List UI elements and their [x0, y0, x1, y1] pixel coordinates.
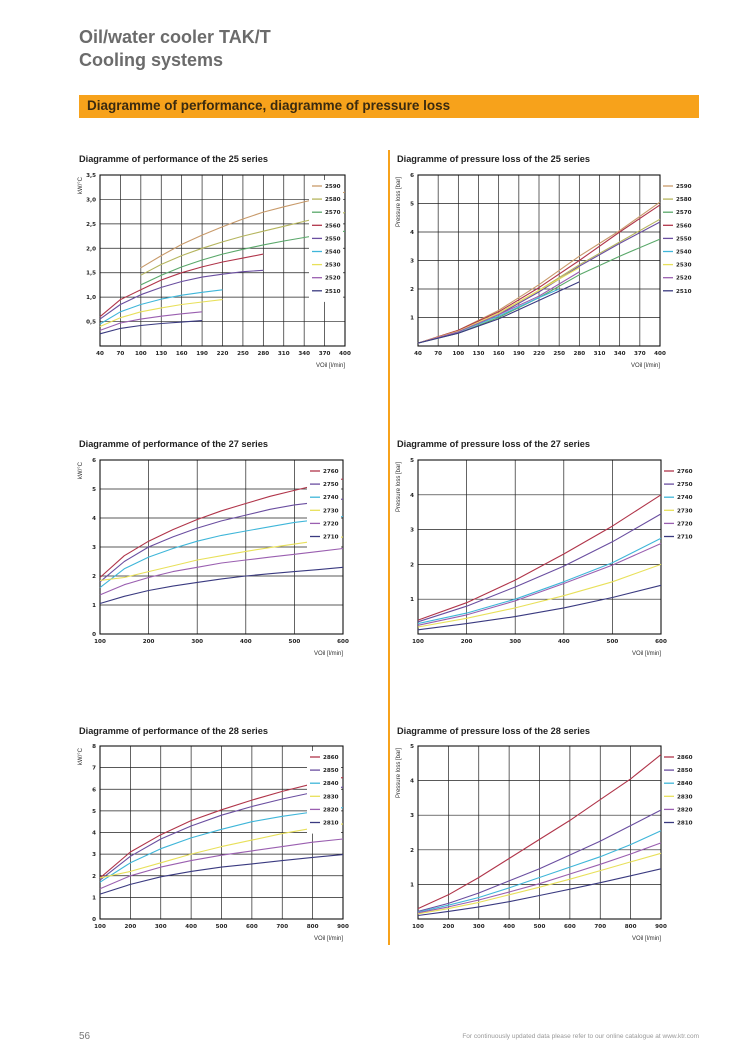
legend-label-2580: 2580: [676, 197, 692, 204]
x-tick-label: 370: [318, 351, 331, 357]
x-tick-label: 40: [414, 351, 422, 357]
legend-label-2540: 2540: [325, 249, 341, 256]
legend-label-2520: 2520: [676, 275, 692, 282]
y-tick-label: 3: [410, 813, 414, 820]
x-tick-label: 280: [257, 351, 270, 357]
y-tick-label: 1,0: [86, 295, 96, 302]
legend-label-2730: 2730: [323, 508, 339, 515]
x-tick-label: 300: [191, 639, 204, 645]
y-tick-label: 2,5: [86, 221, 96, 228]
legend-label-2860: 2860: [677, 755, 693, 761]
y-tick-label: 4: [92, 516, 96, 522]
x-tick-label: 100: [452, 351, 465, 357]
x-tick-label: 500: [533, 924, 546, 930]
x-tick-label: 310: [277, 351, 290, 357]
legend-label-2730: 2730: [677, 508, 693, 515]
x-tick-label: 600: [337, 639, 349, 645]
x-tick-label: 400: [503, 924, 515, 930]
x-tick-label: 130: [472, 351, 485, 357]
x-tick-label: 100: [94, 924, 106, 930]
y-tick-label: 5: [92, 808, 96, 815]
x-tick-label: 300: [472, 924, 485, 930]
x-tick-label: 600: [655, 639, 667, 645]
y-axis-label: kW/°C: [78, 462, 84, 480]
x-tick-label: 600: [246, 924, 258, 930]
legend-label-2740: 2740: [323, 495, 339, 502]
y-tick-label: 1: [92, 603, 96, 609]
legend-label-2550: 2550: [676, 236, 692, 243]
x-tick-label: 160: [175, 351, 188, 357]
chart-title-press25: Diagramme of pressure loss of the 25 series: [397, 154, 591, 164]
x-tick-label: 190: [512, 351, 525, 357]
y-tick-label: 5: [410, 458, 414, 464]
x-tick-label: 300: [509, 639, 522, 645]
legend-label-2810: 2810: [677, 820, 693, 827]
x-tick-label: 220: [216, 351, 229, 357]
legend-label-2540: 2540: [676, 249, 692, 256]
chart-title-press27: Diagramme of pressure loss of the 27 series: [397, 439, 591, 449]
legend-label-2550: 2550: [325, 236, 341, 243]
legend-label-2520: 2520: [325, 275, 341, 282]
legend-label-2830: 2830: [677, 794, 693, 801]
x-tick-label: 250: [553, 351, 566, 357]
x-axis-label: VOil [l/min]: [630, 363, 660, 369]
y-tick-label: 6: [410, 173, 414, 179]
x-tick-label: 190: [196, 351, 208, 357]
legend-label-2740: 2740: [677, 495, 693, 502]
x-axis-label: VOil [l/min]: [631, 651, 661, 657]
x-tick-label: 900: [655, 924, 667, 930]
x-tick-label: 310: [593, 351, 606, 357]
x-tick-label: 400: [185, 924, 197, 930]
y-tick-label: 3: [410, 527, 414, 534]
y-tick-label: 4: [410, 492, 414, 499]
y-axis-label: Pressure loss [bar]: [396, 177, 402, 228]
legend-label-2820: 2820: [677, 807, 693, 814]
legend-label-2580: 2580: [325, 197, 341, 204]
y-tick-label: 2: [410, 562, 414, 569]
x-tick-label: 40: [96, 351, 104, 357]
x-tick-label: 100: [94, 639, 106, 645]
x-axis-label: VOil [l/min]: [313, 651, 343, 657]
y-tick-label: 3,0: [86, 197, 96, 204]
y-tick-label: 2,0: [86, 246, 96, 253]
legend-label-2510: 2510: [325, 288, 341, 295]
x-axis-label: VOil [l/min]: [631, 936, 661, 942]
y-tick-label: 6: [92, 458, 96, 464]
y-tick-label: 1: [410, 597, 414, 604]
y-tick-label: 3: [410, 258, 414, 265]
y-tick-label: 5: [92, 487, 96, 493]
chart-title-perf25: Diagramme of performance of the 25 series: [79, 154, 268, 164]
y-tick-label: 0: [92, 632, 96, 638]
x-tick-label: 100: [412, 924, 424, 930]
legend-label-2710: 2710: [677, 534, 693, 541]
legend-label-2570: 2570: [325, 210, 341, 217]
y-tick-label: 5: [410, 744, 414, 750]
legend-label-2530: 2530: [676, 262, 692, 269]
legend-label-2850: 2850: [677, 768, 693, 775]
y-axis-label: kW/°C: [78, 177, 84, 195]
x-tick-label: 500: [288, 639, 301, 645]
legend-label-2840: 2840: [677, 781, 693, 788]
x-tick-label: 300: [154, 924, 167, 930]
y-tick-label: 7: [92, 765, 96, 772]
x-tick-label: 900: [337, 924, 349, 930]
y-axis-label: Pressure loss [bar]: [396, 462, 402, 513]
x-tick-label: 200: [460, 639, 473, 645]
x-tick-label: 280: [573, 351, 586, 357]
legend-label-2750: 2750: [323, 482, 339, 489]
y-tick-label: 2: [92, 574, 96, 580]
x-tick-label: 800: [306, 924, 319, 930]
y-tick-label: 3,5: [86, 173, 96, 179]
x-tick-label: 600: [564, 924, 576, 930]
legend-label-2570: 2570: [676, 210, 692, 217]
legend-label-2820: 2820: [323, 807, 339, 814]
legend-label-2830: 2830: [323, 794, 339, 801]
x-tick-label: 340: [298, 351, 311, 357]
x-tick-label: 160: [492, 351, 505, 357]
legend-label-2720: 2720: [323, 521, 339, 528]
x-tick-label: 800: [624, 924, 637, 930]
chart-title-perf28: Diagramme of performance of the 28 series: [79, 726, 268, 736]
legend-label-2750: 2750: [677, 482, 693, 489]
legend-label-2590: 2590: [676, 184, 692, 190]
legend-label-2760: 2760: [677, 469, 693, 475]
legend-label-2510: 2510: [676, 288, 692, 295]
x-tick-label: 700: [594, 924, 607, 930]
x-axis-label: VOil [l/min]: [313, 936, 343, 942]
x-tick-label: 70: [116, 351, 125, 357]
header-title: Oil/water cooler TAK/T: [79, 27, 271, 47]
y-tick-label: 1: [410, 882, 414, 889]
legend-label-2560: 2560: [325, 223, 341, 230]
x-tick-label: 340: [613, 351, 626, 357]
y-tick-label: 1: [410, 315, 414, 322]
y-tick-label: 0,5: [86, 319, 96, 326]
x-axis-label: VOil [l/min]: [315, 363, 345, 369]
y-tick-label: 4: [410, 230, 414, 236]
x-tick-label: 70: [434, 351, 443, 357]
x-tick-label: 200: [442, 924, 455, 930]
section-banner-title: Diagramme of performance, diagramme of pressure loss: [87, 98, 451, 113]
x-tick-label: 200: [124, 924, 137, 930]
x-tick-label: 500: [215, 924, 228, 930]
y-tick-label: 6: [92, 787, 96, 794]
y-tick-label: 3: [92, 852, 96, 859]
y-tick-label: 8: [92, 744, 96, 750]
legend-label-2560: 2560: [676, 223, 692, 230]
x-tick-label: 400: [239, 639, 252, 645]
legend-label-2860: 2860: [323, 755, 339, 761]
x-tick-label: 200: [142, 639, 155, 645]
legend-label-2850: 2850: [323, 768, 339, 775]
y-tick-label: 1: [92, 895, 96, 902]
y-tick-label: 4: [410, 778, 414, 785]
y-tick-label: 3: [92, 545, 96, 551]
x-tick-label: 130: [155, 351, 168, 357]
x-tick-label: 700: [276, 924, 289, 930]
legend-label-2530: 2530: [325, 262, 341, 269]
legend-label-2720: 2720: [677, 521, 693, 528]
chart-title-press28: Diagramme of pressure loss of the 28 series: [397, 726, 591, 736]
x-tick-label: 500: [606, 639, 619, 645]
x-tick-label: 100: [134, 351, 147, 357]
y-tick-label: 4: [92, 830, 96, 837]
footer-note: For continuously updated data please refer to our online catalogue at www.ktr.com: [462, 1033, 699, 1040]
y-tick-label: 2: [410, 287, 414, 293]
legend-label-2760: 2760: [323, 469, 339, 475]
y-tick-label: 5: [410, 201, 414, 208]
x-tick-label: 250: [237, 351, 249, 357]
x-tick-label: 220: [533, 351, 545, 357]
header-subtitle: Cooling systems: [79, 50, 224, 70]
chart-title-perf27: Diagramme of performance of the 27 series: [79, 439, 268, 449]
legend: [664, 755, 693, 827]
y-tick-label: 1,5: [86, 270, 96, 277]
x-tick-label: 370: [633, 351, 646, 357]
grid: [418, 746, 661, 919]
y-tick-label: 0: [92, 917, 96, 923]
legend-label-2590: 2590: [325, 184, 341, 190]
page-number: 56: [79, 1031, 91, 1042]
y-tick-label: 2: [92, 873, 96, 880]
y-tick-label: 2: [410, 847, 414, 854]
legend-label-2710: 2710: [323, 534, 339, 541]
x-tick-label: 400: [339, 351, 351, 357]
y-axis-label: Pressure loss [bar]: [396, 748, 402, 799]
legend-label-2810: 2810: [323, 820, 339, 827]
x-tick-label: 100: [412, 639, 424, 645]
x-tick-label: 400: [557, 639, 570, 645]
legend-label-2840: 2840: [323, 781, 339, 788]
y-axis-label: kW/°C: [78, 748, 84, 766]
x-tick-label: 400: [654, 351, 666, 357]
